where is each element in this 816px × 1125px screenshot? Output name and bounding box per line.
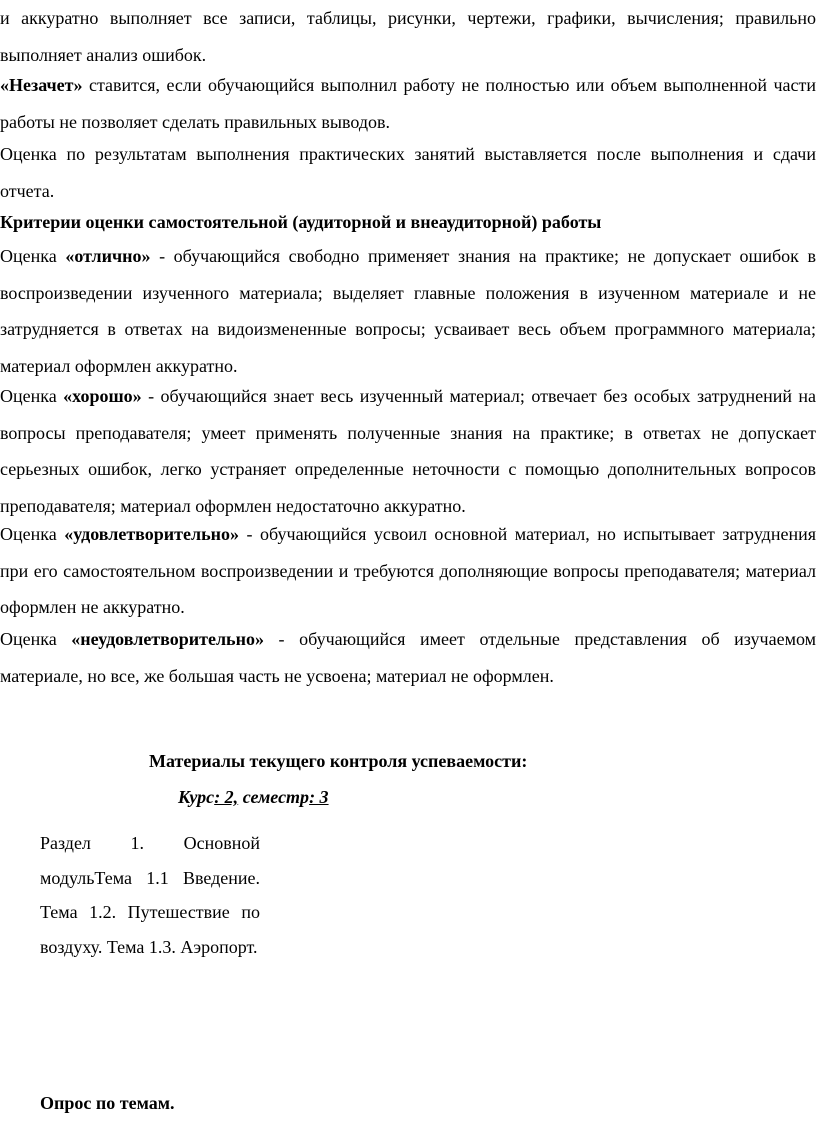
grade-excellent xyxy=(0,238,816,384)
grade-description: - обучающийся знает весь изученный материал; отвечает без особых затруднений на вопросы преподавателя; умеет применять полученные знания на практике; в ответах не допускает серьезных ошибок, легко устраняет определенные неточности с помощью дополнительных вопросов преподавателя; материал оформлен недостаточно аккуратно. xyxy=(0,386,816,516)
grade-satisfactory xyxy=(0,516,816,626)
fail-criteria-text: ставится, если обучающийся выполнил работу не полностью или объем выполненной части работы не позволяет сделать правильных выводов. xyxy=(0,75,816,132)
grade-good xyxy=(0,378,816,524)
grade-prefix: Оценка xyxy=(0,629,72,649)
paragraph-fail-criteria xyxy=(0,67,816,140)
grade-term: «хорошо» xyxy=(63,386,142,406)
grade-prefix: Оценка xyxy=(0,524,65,544)
grade-prefix: Оценка xyxy=(0,246,66,266)
course-value: : 2, xyxy=(214,787,239,807)
criteria-heading: Критерии оценки самостоятельной (аудиторной и внеаудиторной) работы xyxy=(0,212,602,232)
grade-unsatisfactory xyxy=(0,621,816,694)
semester-value: : 3 xyxy=(309,787,329,807)
course-semester-line xyxy=(178,782,329,812)
section-topics-cell: Раздел 1. Основной модульТема 1.1 Введение. Тема 1.2. Путешествие по воздуху. Тема 1.3. Аэропорт. xyxy=(40,833,260,957)
grade-term: «неудовлетворительно» xyxy=(71,629,264,649)
course-label: Курс xyxy=(178,787,215,807)
grade-term: «удовлетворительно» xyxy=(64,524,239,544)
term-fail: «Незачет» xyxy=(0,75,83,95)
grade-term: «отлично» xyxy=(65,246,151,266)
materials-heading: Материалы текущего контроля успеваемости: xyxy=(149,751,528,771)
semester-label: семестр xyxy=(238,787,310,807)
paragraph-work-requirements: и аккуратно выполняет все записи, таблицы, рисунки, чертежи, графики, вычисления; правильно выполняет анализ ошибок. xyxy=(0,8,816,65)
grade-description: - обучающийся свободно применяет знания на практике; не допускает ошибок в воспроизведении изученного материала; выделяет главные положения в изученном материале и не затрудняется в ответах на видоизмененные вопросы; усваивает весь объем программного материала; материал оформлен аккуратно. xyxy=(0,246,816,376)
grade-description: - обучающийся имеет отдельные представления об изучаемом материале, но все, же большая часть не усвоена; материал не оформлен. xyxy=(0,629,816,686)
paragraph-practical-grading: Оценка по результатам выполнения практических занятий выставляется после выполнения и сдачи отчета. xyxy=(0,144,816,201)
grade-prefix: Оценка xyxy=(0,386,64,406)
survey-label: Опрос по темам. xyxy=(40,1093,175,1113)
grade-description: - обучающийся усвоил основной материал, но испытывает затруднения при его самостоятельном воспроизведении и требуются дополняющие вопросы преподавателя; материал оформлен не аккуратно. xyxy=(0,524,816,617)
